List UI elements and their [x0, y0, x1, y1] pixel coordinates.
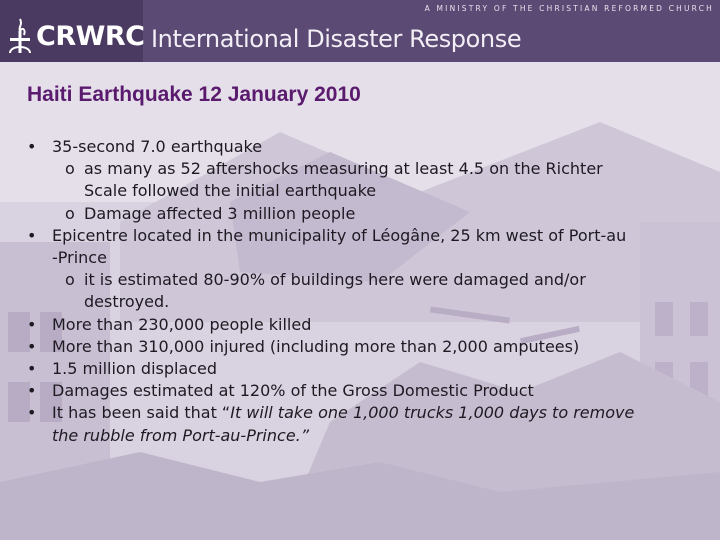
logo	[0, 0, 143, 62]
list-item	[0, 358, 720, 380]
list-item-text: Damages estimated at 120% of the Gross Domestic Product	[52, 381, 534, 401]
list-item-text: Damage affected 3 million people	[84, 203, 356, 223]
continuation-line	[0, 425, 720, 447]
sub-list-item	[0, 203, 720, 225]
bullet-marker: •	[27, 137, 37, 156]
list-item	[0, 336, 720, 358]
bullet-marker: •	[27, 403, 37, 423]
list-item-text: 35-second 7.0 earthquake	[52, 137, 263, 156]
list-item-text: Scale followed the initial earthquake	[84, 181, 377, 201]
cross-flame-icon	[6, 17, 34, 55]
bullet-marker: •	[27, 336, 37, 356]
list-item-text: More than 310,000 injured (including more than 2,000 amputees)	[52, 336, 580, 356]
list-item-text: It has been said that “	[52, 403, 231, 423]
list-item	[0, 402, 720, 424]
bullet-marker: •	[27, 381, 37, 401]
sub-bullet-marker: o	[65, 159, 75, 179]
slide-title: Haiti Earthquake 12 January 2010	[27, 83, 361, 106]
sub-bullet-marker: o	[65, 203, 75, 223]
list-item-text: -Prince	[52, 248, 107, 268]
list-item-text: More than 230,000 people killed	[52, 314, 312, 334]
logo-text: CRWRC	[36, 21, 145, 52]
sub-bullet-marker: o	[65, 270, 75, 290]
header-title: International Disaster Response	[151, 25, 522, 53]
sub-list-item	[0, 158, 720, 180]
continuation-line	[0, 291, 720, 313]
continuation-line	[0, 247, 720, 269]
quote-text: the rubble from Port-au-Prince.”	[52, 425, 310, 445]
list-item-text: Epicentre located in the municipality of Léogâne, 25 km west of Port-au	[52, 225, 627, 245]
list-item	[0, 380, 720, 402]
list-item	[0, 225, 720, 247]
bullet-marker: •	[27, 225, 37, 245]
tagline: A MINISTRY OF THE CHRISTIAN REFORMED CHURCH	[424, 4, 714, 13]
list-item-text: it is estimated 80-90% of buildings here were damaged and/or	[84, 270, 586, 290]
sub-list-item	[0, 269, 720, 291]
list-item	[0, 314, 720, 336]
bullet-list	[0, 136, 720, 447]
continuation-line	[0, 180, 720, 202]
bullet-marker: •	[27, 314, 37, 334]
bullet-marker: •	[27, 359, 37, 379]
list-item	[0, 136, 720, 158]
list-item-text: destroyed.	[84, 292, 170, 312]
list-item-text: 1.5 million displaced	[52, 359, 218, 379]
quote-text: It will take one 1,000 trucks 1,000 days to remove	[230, 403, 635, 423]
header-band	[0, 0, 720, 62]
list-item-text: as many as 52 aftershocks measuring at least 4.5 on the Richter	[84, 159, 603, 179]
